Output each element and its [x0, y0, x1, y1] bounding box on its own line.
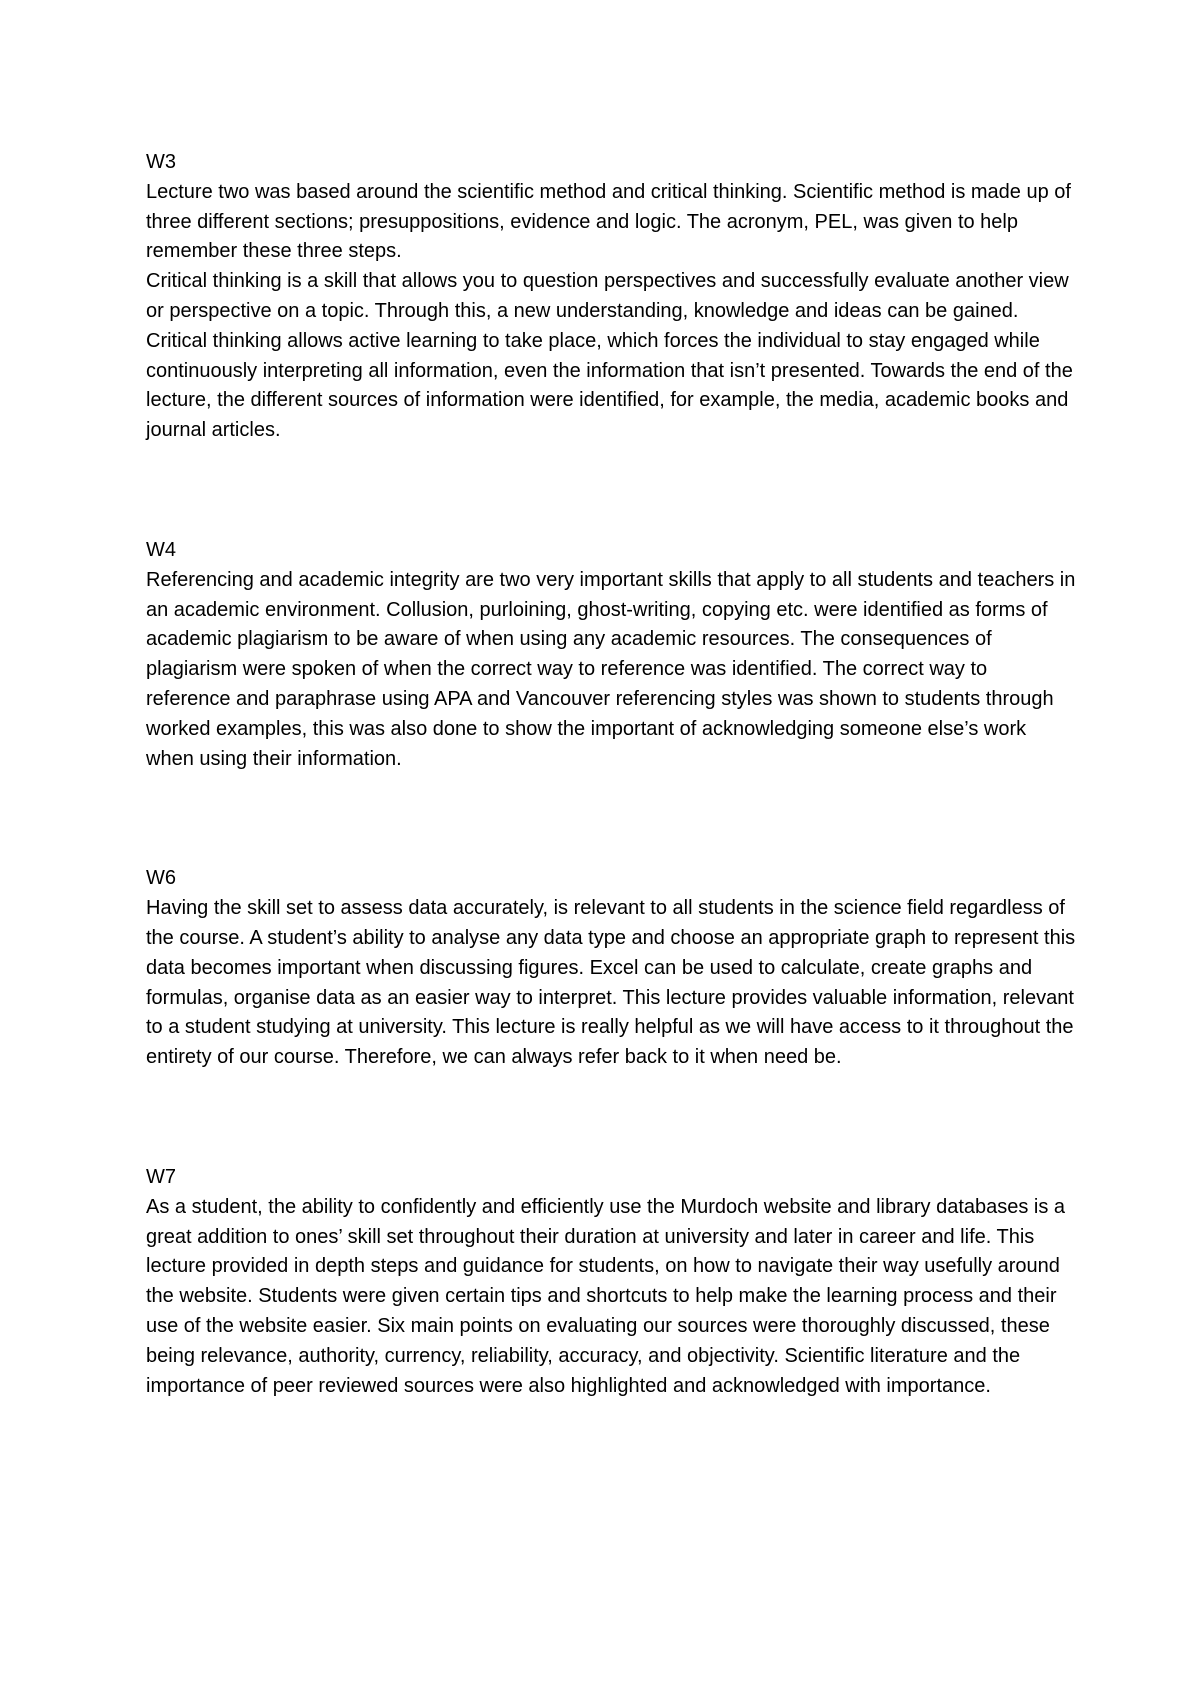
section-paragraph: As a student, the ability to confidently and efficiently use the Murdoch website and library databases is a great addition to ones’ skill set throughout their duration at university and later in career and life. This lecture provided in depth steps and guidance for students, on how to navigate their way usefully around the website. Students were given certain tips and shortcuts to help make the learning process and their use of the website easier. Six main points on evaluating our sources were thoroughly discussed, these being relevance, authority, currency, reliability, accuracy, and objectivity. Scientific literature and the importance of peer reviewed sources were also highlighted and acknowledged with importance.	[146, 1195, 1066, 1397]
section-heading: W3	[146, 151, 176, 173]
section-paragraph: Referencing and academic integrity are two very important skills that apply to all students and teachers in an academic environment. Collusion, purloining, ghost-writing, copying etc. were identified as forms of academic plagiarism to be aware of when using any academic resources. The consequences of plagiarism were spoken of when the correct way to reference was identified. The correct way to reference and paraphrase using APA and Vancouver referencing styles was shown to students through worked examples, this was also done to show the important of acknowledging someone else’s work when using their information.	[146, 568, 1076, 770]
section-w3	[146, 148, 1076, 446]
section-w6	[146, 864, 1076, 1073]
section-paragraph: Lecture two was based around the scientific method and critical thinking. Scientific method is made up of three different sections; presuppositions, evidence and logic. The acronym, PEL, was given to help remember these three steps.	[146, 180, 1071, 263]
section-w4	[146, 536, 1076, 774]
section-heading: W6	[146, 867, 176, 890]
section-w7	[146, 1163, 1076, 1401]
section-heading: W7	[146, 1165, 176, 1188]
section-paragraph: Having the skill set to assess data accurately, is relevant to all students in the science field regardless of the course. A student’s ability to analyse any data type and choose an appropriate graph to represent this data becomes important when discussing figures. Excel can be used to calculate, create graphs and formulas, organise data as an easier way to interpret. This lecture provides valuable information, relevant to a student studying at university. This lecture is really helpful as we will have access to it throughout the entirety of our course. Therefore, we can always refer back to it when need be.	[146, 897, 1076, 1069]
section-paragraph: Critical thinking is a skill that allows you to question perspectives and successfully evaluate another view or perspective on a topic. Through this, a new understanding, knowledge and ideas can be gained. Critical thinking allows active learning to take place, which forces the individual to stay engaged while continuously interpreting all information, even the information that isn’t presented. Towards the end of the lecture, the different sources of information were identified, for example, the media, academic books and journal articles.	[146, 270, 1073, 442]
document-body	[146, 148, 1076, 1491]
section-heading: W4	[146, 538, 176, 561]
